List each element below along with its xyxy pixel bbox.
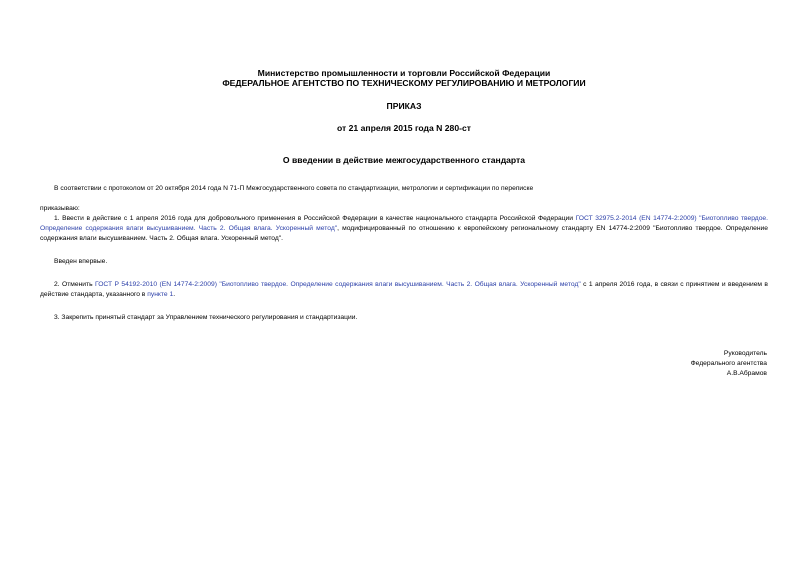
document-type: ПРИКАЗ [386,101,422,111]
signature-name: А.В.Абрамов [726,370,767,377]
document-date-number: от 21 апреля 2015 года N 280-ст [337,123,471,133]
item-2-prefix: 2. Отменить [54,281,95,288]
document-page [40,68,768,323]
introduced-note: Введен впервые. [54,258,108,265]
signature-position: Руководитель [723,350,767,357]
signature-agency: Федерального агентства [690,360,767,367]
agency-name: ФЕДЕРАЛЬНОЕ АГЕНТСТВО ПО ТЕХНИЧЕСКОМУ РЕГУЛИРОВАНИЮ И МЕТРОЛОГИИ [222,78,586,88]
gost-r-54192-title-link[interactable]: "Биотопливо твердое. Определение содержания влаги высушиванием. Часть 2. Общая влага. Ускоренный метод" [219,281,581,288]
item-2-mid2: с 1 апреля 2016 года, в связи с принятием и введением в действие стандарта, указанного в [40,281,768,298]
gost-r-54192-link[interactable]: ГОСТ Р 54192-2010 (EN 14774-2:2009) [94,281,217,288]
point-1-link[interactable]: пункте 1 [147,291,174,298]
item-1-suffix: , модифицированный по отношению к европейскому региональному стандарту EN 14774-2:2009 "Биотопливо твердое. Определение содержания влаги высушиванием. Часть 2. Общая влага. Ускоренный метод". [40,225,768,242]
item-3-paragraph: 3. Закрепить принятый стандарт за Управлением технического регулирования и стандартизации. [54,314,358,321]
document-subject: О введении в действие межгосударственного стандарта [282,155,526,165]
item-2-paragraph [40,280,768,300]
signature-block [691,349,767,379]
item-1-prefix: 1. Ввести в действие с 1 апреля 2016 года для добровольного применения в Российской Федерации в качестве национального стандарта Российской Федерации [54,215,576,222]
orders-word: приказываю: [40,205,80,212]
item-1-paragraph [40,214,768,244]
intro-paragraph: В соответствии с протоколом от 20 октября 2014 года N 71-П Межгосударственного совета по стандартизации, метрологии и сертификации по переписке [54,185,534,192]
header-block [40,68,768,88]
item-2-suffix: . [173,291,176,298]
ministry-name: Министерство промышленности и торговли Российской Федерации [257,68,551,78]
gost-32975-link[interactable]: ГОСТ 32975.2-2014 (EN 14774-2:2009) "Биотопливо твердое. Определение содержания влаги высушиванием. Часть 2. Общая влага. Ускоренный метод" [40,215,768,232]
